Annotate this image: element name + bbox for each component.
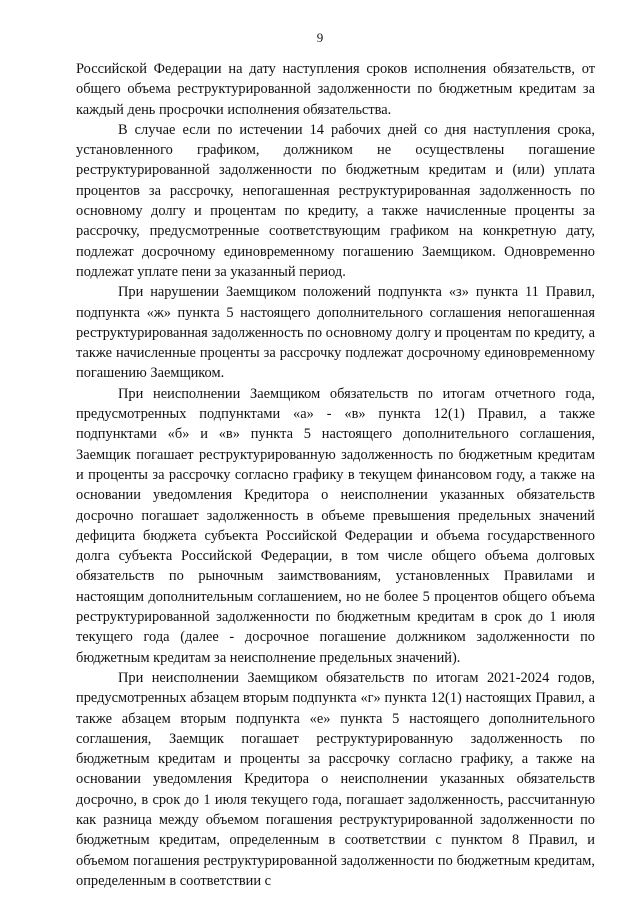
document-body [76,59,595,891]
paragraph-2021-2024-obligations: При неисполнении Заемщиком обязательств по итогам 2021-2024 годов, предусмотренных абзацем вторым подпункта «г» пункта 12(1) настоящих Правил, а также абзацем вторым подпункта «е» пункта 5 настоящего дополнительного соглашения, Заемщик погашает реструктурированную задолженность по бюджетным кредитам и проценты за рассрочку согласно графику, а также на основании уведомления Кредитора о неисполнении указанных обязательств досрочно, в срок до 1 июля текущего года, погашает задолженность, рассчитанную как разница между объемом погашения реструктурированной задолженности по бюджетным кредитам, определенным в соответствии с пунктом 8 Правил, и объемом погашения реструктурированной задолженности по бюджетным кредитам, определенным в соответствии с [76,669,595,889]
paragraph-continuation: Российской Федерации на дату наступления сроков исполнения обязательств, от общего объема реструктурированной задолженности по бюджетным кредитам за каждый день просрочки исполнения обязательства. [76,61,595,118]
paragraph-annual-obligations: При неисполнении Заемщиком обязательств по итогам отчетного года, предусмотренных подпунктами «а» - «в» пункта 12(1) Правил, а также подпунктами «б» и «в» пункта 5 настоящего дополнительного соглашения, Заемщик погашает реструктурированную задолженность по бюджетным кредитам и проценты за рассрочку согласно графику в текущем финансовом году, а также на основании уведомления Кредитора о неисполнении указанных обязательств досрочно погашает задолженность в объеме превышения предельных значений дефицита бюджета субъекта Российской Федерации и объема государственного долга субъекта Российской Федерации, в том числе общего объема долговых обязательств по рыночным заимствованиям, установленных Правилами и настоящим дополнительным соглашением, но не более 5 процентов общего объема реструктурированной задолженности по бюджетным кредитам в срок до 1 июля текущего года (далее - досрочное погашение должником задолженности по бюджетным кредитам за неисполнение предельных значений). [76,385,595,666]
paragraph-breach-of-provisions: При нарушении Заемщиком положений подпункта «з» пункта 11 Правил, подпункта «ж» пункта 5 настоящего дополнительного соглашения непогашенная реструктурированная задолженность по основному долгу и процентам по кредиту, а также начисленные проценты за рассрочку подлежат досрочному единовременному погашению Заемщиком. [76,284,595,382]
paragraph-schedule-default: В случае если по истечении 14 рабочих дней со дня наступления срока, установленного графиком, должником не осуществлены погашение реструктурированной задолженности по бюджетным кредитам и (или) уплата процентов за рассрочку, непогашенная реструктурированная задолженность по основному долгу и процентам по кредиту, а также начисленные проценты за рассрочку, предусмотренные соответствующим графиком на конкретную дату, подлежат досрочному единовременному погашению Заемщиком. Одновременно подлежат уплате пени за указанный период. [76,121,595,280]
page-number: 9 [316,30,324,45]
